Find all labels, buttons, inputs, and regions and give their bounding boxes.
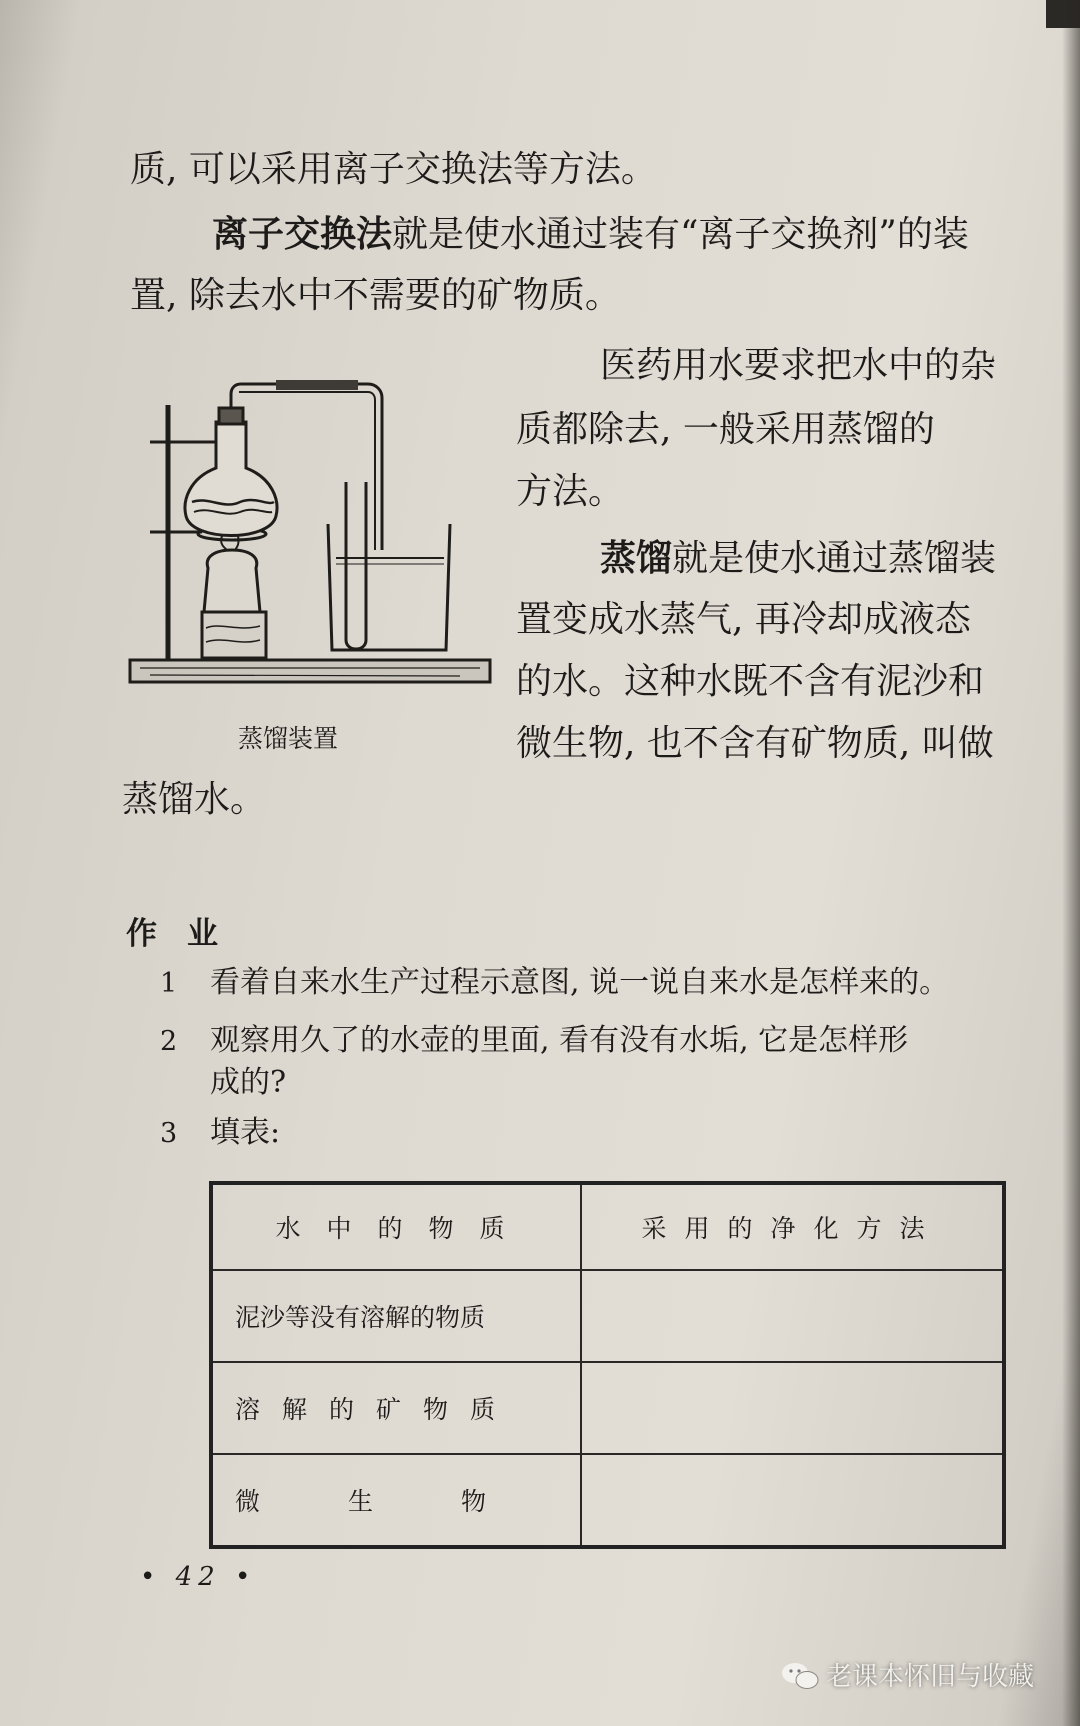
text-line-8: 置变成水蒸气, 再冷却成液态 — [516, 599, 971, 640]
base-board — [130, 660, 490, 682]
table-cell-method-blank — [581, 1270, 1004, 1362]
text-line-6: 方法。 — [516, 471, 625, 512]
text-line-10: 微生物, 也不含有矿物质, 叫做 — [516, 723, 994, 764]
table-row — [211, 1454, 1004, 1547]
homework-item-3-number: 3 — [160, 1118, 178, 1149]
page-corner-shadow — [1046, 0, 1080, 28]
watermark-text: 老课本怀旧与收藏 — [826, 1662, 1035, 1692]
text-line-7-rest: 就是使水通过蒸馏装 — [672, 538, 997, 579]
homework-title: 作业 — [126, 916, 248, 952]
text-line-4: 医药用水要求把水中的杂 — [600, 345, 997, 386]
homework-item-1-number: 1 — [160, 968, 178, 999]
figure-caption: 蒸馏装置 — [238, 724, 339, 753]
wechat-logo-icon — [780, 1660, 820, 1692]
table-cell-substance: 微生物 — [211, 1454, 581, 1547]
homework-item-2-text: 观察用久了的水壶的里面, 看有没有水垢, 它是怎样形 — [210, 1023, 909, 1058]
homework-item-2-text-cont: 成的? — [210, 1065, 287, 1100]
text-line-5: 质都除去, 一般采用蒸馏的 — [516, 409, 935, 450]
fill-in-table — [209, 1181, 1006, 1549]
table-cell-method-blank — [581, 1362, 1004, 1454]
term-distillation: 蒸馏 — [600, 537, 673, 579]
homework-item-3-text: 填表: — [210, 1115, 281, 1150]
table-cell-method-blank — [581, 1454, 1004, 1547]
text-line-7 — [600, 538, 996, 579]
table-cell-substance: 溶解的矿物质 — [211, 1362, 581, 1454]
homework-item-1-text: 看着自来水生产过程示意图, 说一说自来水是怎样来的。 — [210, 965, 950, 1000]
table-row — [211, 1362, 1004, 1454]
page-number: • 42 • — [140, 1562, 257, 1592]
text-line-9: 的水。这种水既不含有泥沙和 — [516, 661, 985, 702]
table-row — [211, 1270, 1004, 1362]
text-line-2 — [212, 214, 969, 255]
table-header-row — [211, 1183, 1004, 1270]
text-line-2-rest: 就是使水通过装有“离子交换剂”的装 — [392, 214, 969, 255]
homework-item-2-number: 2 — [160, 1026, 178, 1057]
term-ion-exchange: 离子交换法 — [212, 213, 393, 255]
text-line-3: 置, 除去水中不需要的矿物质。 — [130, 275, 621, 316]
table-header-method: 采用的净化方法 — [581, 1183, 1004, 1270]
text-line-11: 蒸馏水。 — [122, 779, 267, 820]
table-header-substance: 水中的物质 — [211, 1183, 581, 1270]
distillation-apparatus-illustration — [120, 350, 510, 690]
text-line-1: 质, 可以采用离子交换法等方法。 — [130, 149, 657, 190]
table-cell-substance: 泥沙等没有溶解的物质 — [211, 1270, 581, 1362]
